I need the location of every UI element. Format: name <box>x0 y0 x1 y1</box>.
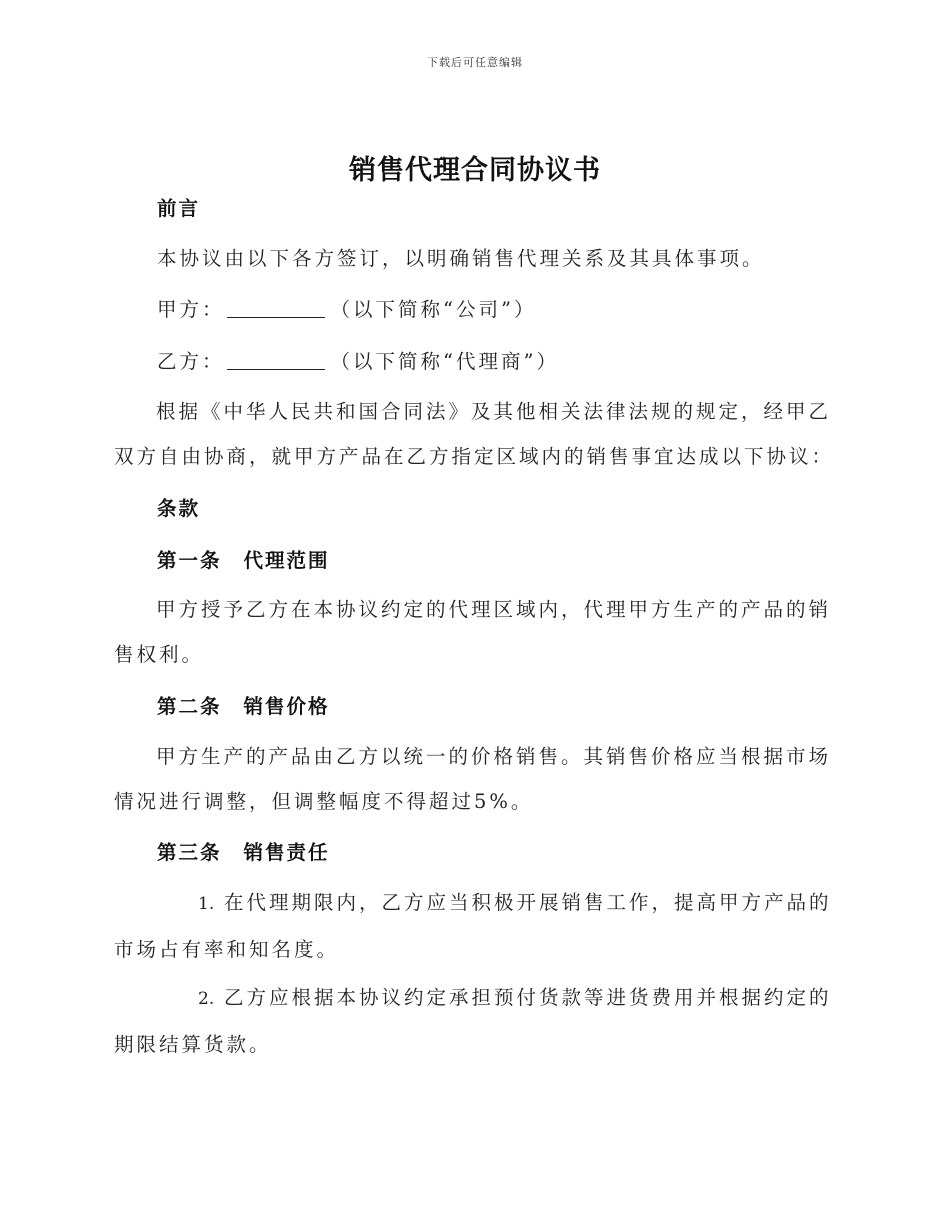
party-b-label: 乙方： <box>157 350 225 373</box>
party-b-blank <box>227 351 325 370</box>
article-3-number: 第三条 <box>157 841 222 864</box>
article-3-item-2 <box>114 975 834 1067</box>
article-2-heading <box>157 691 330 719</box>
party-a-suffix: （以下简称“公司”） <box>330 298 537 321</box>
item-2-text: 乙方应根据本协议约定承担预付货款等进货费用并根据约定的期限结算货款。 <box>114 986 832 1056</box>
article-2-number: 第二条 <box>157 695 222 718</box>
article-1-title: 代理范围 <box>243 549 330 572</box>
header-note: 下载后可任意编辑 <box>427 56 523 69</box>
party-b-suffix: （以下简称“代理商”） <box>330 350 559 373</box>
party-b-line <box>157 346 559 374</box>
item-2-number: 2. <box>198 989 215 1009</box>
basis-paragraph: 根据《中华人民共和国合同法》及其他相关法律法规的规定，经甲乙双方自由协商，就甲方产品在乙方指定区域内的销售事宜达成以下协议： <box>114 400 835 468</box>
item-1-number: 1. <box>198 894 215 914</box>
party-a-line <box>157 294 536 322</box>
article-1-heading <box>157 545 330 573</box>
item-1-text: 在代理期限内，乙方应当积极开展销售工作，提高甲方产品的市场占有率和知名度。 <box>114 891 832 961</box>
party-a-blank <box>227 299 325 318</box>
article-3-item-1 <box>114 880 834 972</box>
party-a-label: 甲方： <box>157 298 225 321</box>
preface-intro: 本协议由以下各方签订，以明确销售代理关系及其具体事项。 <box>157 247 765 270</box>
terms-heading: 条款 <box>157 497 201 520</box>
article-3-title: 销售责任 <box>243 841 330 864</box>
article-1-text: 甲方授予乙方在本协议约定的代理区域内，代理甲方生产的产品的销售权利。 <box>114 598 832 666</box>
article-3-heading <box>157 837 330 865</box>
document-title: 销售代理合同协议书 <box>349 155 601 186</box>
preface-heading: 前言 <box>157 197 201 220</box>
article-2-title: 销售价格 <box>243 695 330 718</box>
article-1-number: 第一条 <box>157 549 222 572</box>
article-2-text: 甲方生产的产品由乙方以统一的价格销售。其销售价格应当根据市场情况进行调整，但调整幅度不得超过5%。 <box>114 745 832 813</box>
